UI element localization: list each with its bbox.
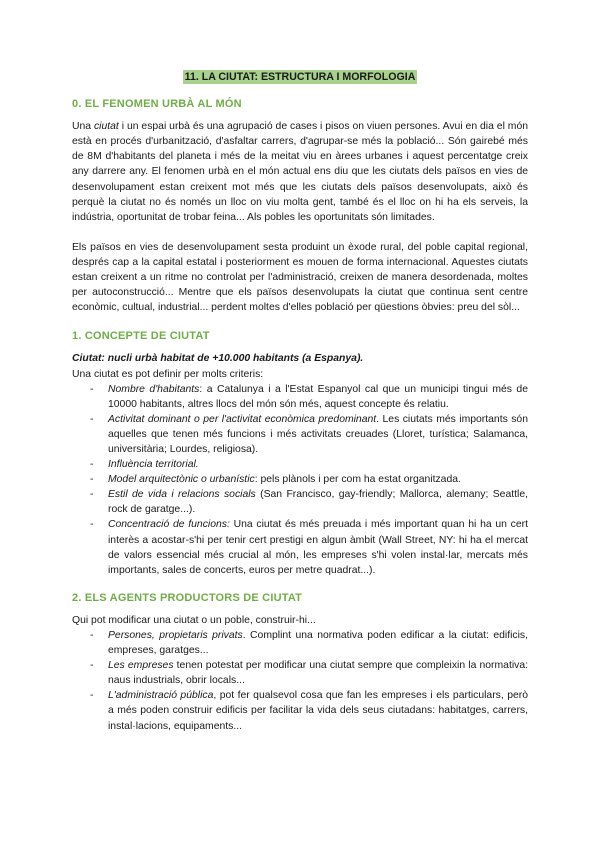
agents-list — [72, 628, 528, 734]
section-0-paragraph-2: Els països en vies de desenvolupament sesta produint un èxode rural, del poble capital regional, després cap a la capital estatal i posteriorment es mouen de forma internacional. Aquestes ciutats estan creixent a un ritme no controlat per l'administració, creixen de manera desordenada, moltes per autoconstrucció... Mentre que els països desenvolupats la ciutat que continua sent centre econòmic, cultual, industrial... perdent moltes d'elles població per qüestions òbvies: preu del sòl... — [72, 241, 528, 314]
section-2-heading: 2. ELS AGENTS PRODUCTORS DE CIUTAT — [72, 591, 303, 604]
list-item: - L'administració pública, pot fer qualsevol cosa que fan les empreses i els particulars, però a més poden construir edificis per facilitar la vida dels seus ciutadans: habitatges, carrers, instal·lacions, equipaments... — [90, 690, 528, 732]
list-item: - Estil de vida i relacions socials (San Francisco, gay-friendly; Mallorca, alemany; Seattle, rock de garatge...). — [90, 489, 528, 516]
list-item: - Influència territorial. — [90, 459, 199, 471]
document-page — [72, 70, 528, 734]
section-2-intro: Qui pot modificar una ciutat o un poble, construir-hi... — [72, 614, 316, 626]
section-1-intro: Una ciutat es pot definir per molts criteris: — [72, 368, 264, 380]
section-0-paragraph-1: Una ciutat i un espai urbà és una agrupació de cases i pisos on viuen persones. Avui en dia el món està en procés d'urbanització, d'asfaltar carrers, d'agrupar-se més la població... Són gairebé més de 8M d'habitants del planeta i més de la meitat viu en àrees urbanes i aquest percentatge creix any darrere any. El fenomen urbà en el món actual ens diu que les ciutats dels països en vies de desenvolupament estan creixent mot més que les ciutats dels països desenvolupats, això és perquè la ciutat no és només un lloc on viu molta gent, també és el lloc on hi ha els serveis, la indústria, oportunitat de trobar feina... Als pobles les oportunitats són limitades. — [72, 121, 528, 223]
list-item: - Les empreses tenen potestat per modificar una ciutat sempre que compleixin la normativa: naus industrials, obrir locals... — [90, 660, 528, 687]
criteria-list — [72, 382, 528, 578]
section-1-heading: 1. CONCEPTE DE CIUTAT — [72, 330, 210, 343]
list-item: - Activitat dominant o per l'activitat econòmica predominant. Les ciutats més importants són aquelles que tenen més funcions i més activitats creuades (Lloret, turística; Salamanca, universitària; Lourdes, religiosa). — [90, 413, 528, 455]
document-title: 11. LA CIUTAT: ESTRUCTURA I MORFOLOGIA — [184, 71, 416, 83]
list-item: - Concentració de funcions: Una ciutat és més preuada i més important quan hi ha un cert interès a acostar-s'hi per tenir cert prestigi en algun àmbit (Wall Street, NY: hi ha el mercat de valors essencial més crucial al món, les empreses s'hi volen instal·lar, mercats més importants, sales de concerts, euros per metre quadrat...). — [90, 519, 528, 576]
city-definition: Ciutat: nucli urbà habitat de +10.000 habitants (a Espanya). — [72, 353, 364, 365]
list-item: - Nombre d'habitants: a Catalunya i a l'Estat Espanyol cal que un municipi tingui més de 10000 habitants, altres llocs del món són més, aquest concepte és relatiu. — [90, 383, 528, 410]
section-0-heading: 0. EL FENOMEN URBÀ AL MÓN — [72, 98, 242, 111]
list-item: - Persones, propietaris privats. Complint una normativa poden edificar a la ciutat: edificis, empreses, garatges... — [90, 630, 528, 657]
list-item: - Model arquitectònic o urbanístic: pels plànols i per com ha estat organitzada. — [90, 474, 461, 486]
